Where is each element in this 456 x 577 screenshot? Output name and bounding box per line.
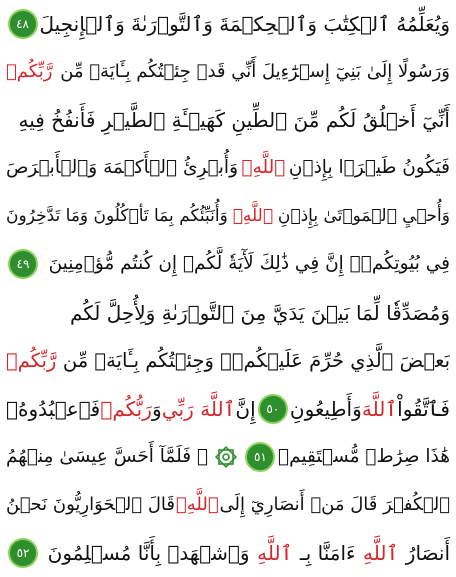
verse-text: وَٱشۡهَدۡ بِأَنَّا مُسۡلِمُونَ — [47, 540, 250, 565]
divine-name-text: ٱللَّهِ — [363, 540, 399, 565]
verse-text: فَٱعۡبُدُوهُۚ — [6, 396, 101, 421]
text-line-7 — [6, 289, 450, 337]
ayah-end-marker: ٤٨ — [8, 9, 38, 39]
verse-text: فَيَكُونُ طَيۡرَۢا بِإِذۡنِ — [288, 157, 450, 179]
divine-name-text: رَّبِّكُمۡ — [6, 348, 57, 372]
verse-text: هَٰذَا صِرَٰطٞ مُّسۡتَقِيمٞ — [278, 445, 450, 467]
ayah-end-marker: ٥٢ — [8, 538, 38, 568]
verse-text: ۞ فَلَمَّآ أَحَسَّ عِيسَىٰ مِنۡهُمُ — [6, 445, 209, 467]
divine-name-text: رَّبِّكُمۡ — [6, 61, 53, 83]
text-line-5 — [6, 192, 450, 240]
verse-text: قَالَ ٱلۡحَوَارِيُّونَ نَحۡنُ — [6, 493, 175, 515]
divine-name-text: ٱللَّهَ رَبِّي — [161, 396, 236, 421]
verse-text: وَرَسُولًا إِلَىٰ بَنِيٓ إِسۡرَٰٓءِيلَ أَنِّي قَدۡ جِئۡتُكُم بِـَٔايَةٖ مِّن — [60, 61, 450, 83]
verse-text: فِي بُيُوتِكُمۡۚ إِنَّ فِي ذَٰلِكَ لَأٓيَةٗ لَّكُمۡ إِن كُنتُم مُّؤۡمِنِينَ — [48, 253, 450, 275]
ayah-end-marker: ٥٠ — [258, 394, 288, 424]
verse-text: وَأُبۡرِئُ ٱلۡأَكۡمَهَ وَٱلۡأَبۡرَصَ — [6, 157, 239, 179]
verse-text: أَنِّيٓ أَخۡلُقُ لَكُم مِّنَ ٱلطِّينِ كَهَيۡـَٔةِ ٱلطَّيۡرِ فَأَنفُخُ فِيهِ — [18, 108, 450, 133]
divine-name-text: ٱللَّهِۖ — [241, 157, 286, 179]
verse-text: وَ — [152, 396, 162, 421]
verse-text: وَمُصَدِّقٗا لِّمَا بَيۡنَ يَدَيَّ مِنَ ٱلتَّوۡرَىٰةِ وَلِأُحِلَّ لَكُم — [69, 300, 450, 325]
verse-text: وَيُعَلِّمُهُ ٱلۡكِتَٰبَ وَٱلۡحِكۡمَةَ وَٱلتَّوۡرَىٰةَ وَٱلۡإِنجِيلَ — [39, 12, 450, 36]
verse-text: فَٱتَّقُواْ — [397, 396, 450, 421]
ayah-end-marker: ٤٩ — [8, 249, 38, 279]
rub-el-hizb-icon — [213, 444, 239, 470]
text-line-2 — [6, 48, 450, 96]
verse-text: وَأُنَبِّئُكُم بِمَا تَأۡكُلُونَ وَمَا تَدَّخِرُونَ — [6, 206, 228, 227]
verse-text: أَنصَارُ — [405, 540, 450, 565]
text-line-8 — [6, 337, 450, 385]
text-line-4 — [6, 144, 450, 192]
divine-name-text: رَبُّكُمۡ — [100, 396, 152, 421]
text-line-12 — [6, 529, 450, 577]
ayah-end-marker: ٥١ — [245, 442, 275, 472]
divine-name-text: ٱللَّهِۖ — [175, 493, 219, 515]
divine-name-text: ٱللَّهِۖ — [232, 206, 274, 227]
text-line-11 — [6, 481, 450, 529]
verse-text: وَأُحۡيِ ٱلۡمَوۡتَىٰ بِإِذۡنِ — [277, 206, 450, 227]
text-line-9 — [6, 385, 450, 433]
verse-text: ٱلۡكُفۡرَ قَالَ مَنۡ أَنصَارِيٓ إِلَى — [219, 493, 450, 515]
verse-text: وَأَطِيعُونِ — [289, 396, 362, 421]
divine-name-text: ٱللَّهَ — [361, 396, 398, 421]
verse-text: بَعۡضَ ٱلَّذِي حُرِّمَ عَلَيۡكُمۡۚ وَجِئۡتُكُم بِـَٔايَةٖ مِّن — [62, 348, 450, 372]
text-line-1 — [6, 0, 450, 48]
divine-name-text: ٱللَّهِ — [257, 540, 293, 565]
verse-text: ءَامَنَّا بِـ — [299, 540, 356, 565]
text-line-3 — [6, 96, 450, 144]
text-line-10 — [6, 433, 450, 481]
text-line-6 — [6, 240, 450, 288]
verse-text: إِنَّ — [235, 396, 256, 421]
